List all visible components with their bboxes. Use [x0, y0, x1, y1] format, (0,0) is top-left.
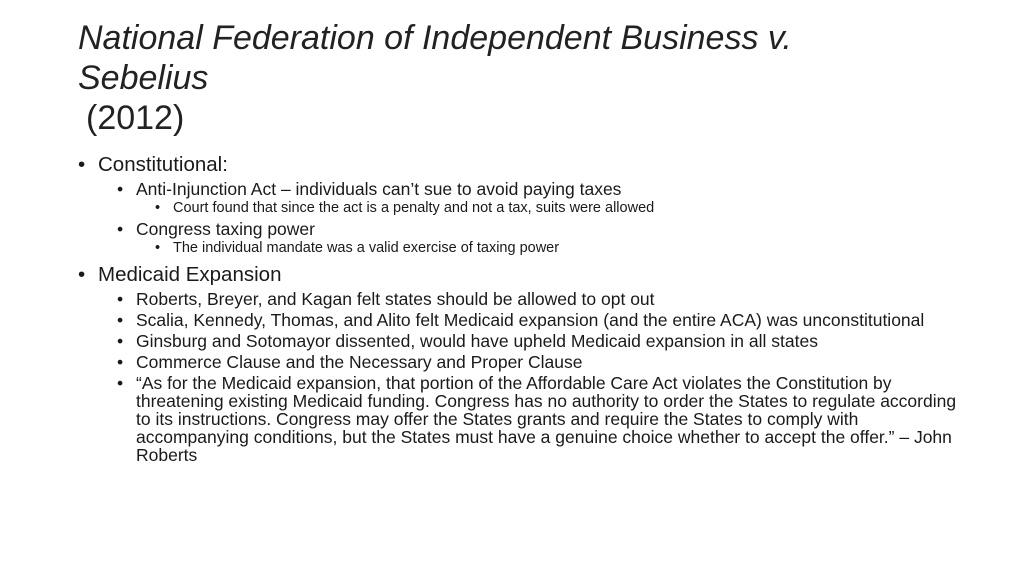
- list-item-text: Congress taxing power: [136, 219, 315, 239]
- list-item-text: Anti-Injunction Act – individuals can’t sue to avoid paying taxes: [136, 179, 622, 199]
- title-line-1: National Federation of Independent Business v.: [78, 19, 792, 57]
- list-item: [117, 180, 958, 217]
- section-label: Constitutional:: [98, 153, 228, 176]
- list-item: • Scalia, Kennedy, Thomas, and Alito felt Medicaid expansion (and the entire ACA) was unconstitutional: [117, 311, 958, 329]
- sub-sub-bullet-list: [136, 240, 958, 257]
- list-item: • “As for the Medicaid expansion, that portion of the Affordable Care Act violates the Constitution by threatening existing Medicaid funding. Congress has no authority to order the States to regulate according to its instructions. Congress may offer the States grants and require the States to comply with accompanying conditions, but the States must have a genuine choice whether to accept the offer.” – John Roberts: [117, 374, 958, 464]
- list-item: • The individual mandate was a valid exercise of taxing power: [155, 240, 958, 257]
- sub-sub-bullet-list: [136, 200, 958, 217]
- slide-content: [78, 152, 958, 464]
- section-constitutional: [78, 152, 958, 257]
- list-item: • Ginsburg and Sotomayor dissented, would have upheld Medicaid expansion in all states: [117, 332, 958, 350]
- title-line-2: Sebelius: [78, 59, 209, 97]
- section-medicaid-expansion: [78, 262, 958, 464]
- list-item: • Roberts, Breyer, and Kagan felt states should be allowed to opt out: [117, 290, 958, 308]
- section-label: Medicaid Expansion: [98, 263, 282, 286]
- slide-title: [78, 18, 978, 138]
- list-item: • Court found that since the act is a penalty and not a tax, suits were allowed: [155, 200, 958, 217]
- sub-bullet-list: [98, 180, 958, 257]
- list-item: [117, 220, 958, 257]
- list-item: • Commerce Clause and the Necessary and Proper Clause: [117, 353, 958, 371]
- title-year: (2012): [86, 99, 185, 137]
- sub-bullet-list: [98, 290, 958, 464]
- bullet-list: [78, 152, 958, 464]
